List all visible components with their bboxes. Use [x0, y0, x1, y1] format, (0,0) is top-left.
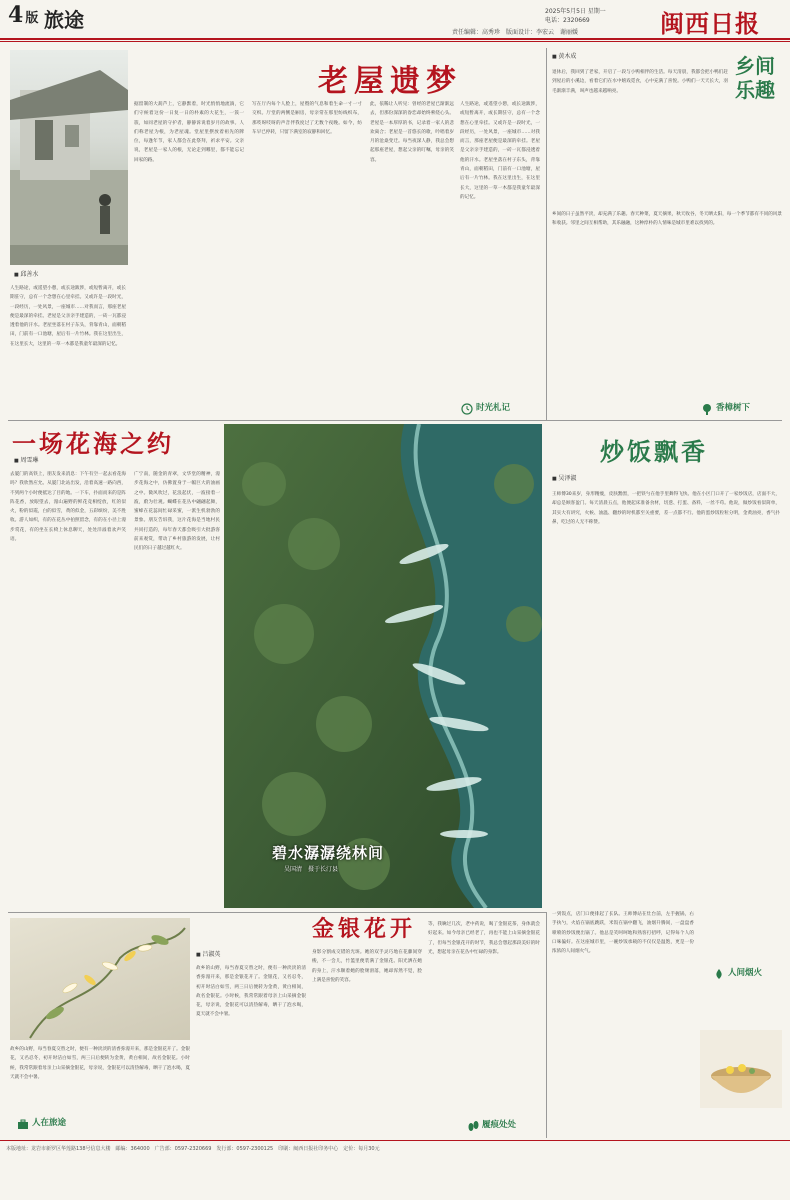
top-band-divider: [8, 420, 782, 421]
fried-rice-tag: [712, 960, 762, 979]
golden-silver-tag-label: 履痕处处: [482, 1120, 517, 1130]
right-col-divider: [546, 48, 547, 420]
editor-credits: 责任编辑：高秀珍 版面设计：李宏云 谢丽媛: [452, 29, 579, 36]
newspaper-logo: 闽西日报: [660, 9, 760, 38]
page-number-suffix: 版: [25, 11, 39, 26]
bottom-right-divider: [546, 912, 547, 1138]
flowers-photo: [10, 918, 190, 1040]
page-number: [8, 2, 38, 28]
bowl-illustration: [700, 1030, 782, 1108]
old-house-author-name: 邱善水: [20, 271, 39, 278]
old-house-author: [14, 270, 38, 280]
photo-caption-title: 碧水潺潺绕林间: [272, 844, 385, 862]
river-aerial-illustration: [224, 424, 542, 908]
old-house-tag: [460, 395, 510, 414]
flower-sea-author: [14, 456, 38, 466]
village-fun-col2: 乡间的日子虽然平淡，却充满了乐趣。春天种菜，夏天摘果，秋天收谷，冬天晒太阳，每一个季节都有不同的风景和收获。邻里之间互相帮助，其乐融融，这种淳朴的人情味是城市里难以找到的。: [552, 212, 782, 227]
issue-date: 2025年5月5日 星期一: [545, 8, 606, 15]
old-house-title: 老屋遗梦: [318, 64, 462, 99]
footprint-icon: [466, 1117, 480, 1129]
fried-rice-col2: 一到饭点，店门口便排起了长队。王师傅站在灶台前，左手握锅，右手执勺，火焰在锅底跳跃，米饭在锅中翻飞，油烟升腾间，一盘盘香喷喷的炒饭便出锅了。他总是笑呵呵地和熟客打招呼，记得每个人的口味偏好。在这座城市里，一碗炒饭承载的不仅仅是温饱，更是一份浓浓的人间烟火气。: [552, 912, 694, 955]
fried-rice-author-name: 吴泽淑: [558, 475, 577, 482]
fried-rice-col1: 王师傅30来岁，身形精瘦，皮肤黝黑，一把铁勺在他手里舞得飞快。他在小区门口开了一家炒饭店，店面不大，却总是顾客盈门。每天清晨五点，他便起床准备食材，切葱、打蛋、备料，一丝不苟。他说，做炒饭看似简单，其实大有讲究，火候、油温、翻炒的时机都至关重要，差一点都不行。他的蛋炒饭粒粒分明，金黄油亮，香气扑鼻，吃过的人无不称赞。: [552, 492, 780, 525]
page-header: [0, 0, 790, 42]
golden-silver-col2: 身影分割成交错的光斑。她的双手灵巧地在花藤间穿梭，不一会儿，竹篮里便装满了金银花。阳光洒在她的身上，汗水顺着她的脸颊滑落，她却浑然不觉，脸上满是喜悦的笑容。: [312, 950, 422, 983]
footer-rule: [0, 1140, 790, 1141]
river-forest-photo: [224, 424, 542, 908]
phone-number: 电话：2320669: [545, 17, 590, 24]
old-house-col1: 人生路途，或遥望小憩，或长途跋涉，或短暂离开，或长期驻守，总有一个念想在心里牵挂。又或许是一段时光，一段经历，一处风景，一座城市……对我而言，那座老屋便是最深的牵挂。老屋是父亲亲手建造的，一砖一瓦都浸透着他的汗水。老屋坐落在村子东头，背靠青山，面朝稻田，门前有一口池塘，屋后有一片竹林。我在这里出生，在这里长大，这里的一草一木都是我童年最深的记忆。: [10, 286, 126, 347]
suitcase-icon: [16, 1115, 30, 1127]
flower-sea-col1: 去厦门的高铁上，朋友发来消息：下午有空一起去看花海吗？我欣然应允。从厦门北站出发，沿着高速一路向西，不到两个小时便抵达了目的地。一下车，扑面而来的是阵阵花香，放眼望去，漫山遍野的鲜花竞相绽放，红的似火，粉的似霞，白的似雪，黄的似金，五彩缤纷，美不胜收。游人如织，有的在花丛中拍照留念，有的在小径上漫步赏花，有的坐在长椅上休息聊天，处处洋溢着欢声笑语。: [10, 472, 126, 543]
bottom-band-divider: [8, 912, 546, 913]
travel-tag-label: 人在旅途: [32, 1118, 67, 1128]
tree-icon: [700, 400, 714, 412]
village-fun-col1: 退休后，我回到了老家，开启了一段与小鸭相伴的生活。每天清晨，我都会把小鸭们赶到屋后的小溪边，看着它们在水中嬉戏觅食，心中充满了喜悦。小鸭们一天天长大，羽毛渐渐丰满，叫声也越来越响亮。: [552, 70, 728, 94]
flower-sea-author-name: 周雪琳: [20, 457, 39, 464]
old-house-col3: 写在厅内每个人脸上，屋暨的气息和着生命一寸一寸交织。厅堂的两侧是厢房，母亲常在那里纺线织布，那吱呀吱呀的声音伴我度过了无数个夜晚。如今，纺车早已停转，只留下满室的寂静和回忆。: [252, 102, 362, 135]
old-house-col5: 人生路途，或遥望小憩，或长途跋涉，或短暂离开，或长期驻守，总有一个念想在心里牵挂。又或许是一段时光，一段经历，一处风景，一座城市……对我而言，那座老屋便是最深的牵挂。老屋是父亲亲手建造的，一砖一瓦都浸透着他的汗水。老屋坐落在村子东头，背靠青山，面朝稻田，门前有一口池塘，屋后有一片竹林。我在这里出生，在这里长大，这里的一草一木都是我童年最深的记忆。: [460, 102, 540, 200]
village-fun-tag: [700, 395, 750, 414]
page-number-digit: 4: [8, 2, 24, 28]
village-fun-author: [552, 52, 576, 62]
village-fun-title-text: 乡间乐趣: [735, 54, 775, 102]
fried-rice-illustration: [700, 1030, 782, 1108]
golden-silver-col1: 故乡的山野，每当春夏交替之时，便有一种淡淡的清香弥漫开来，那是金银花开了。金银花，又名忍冬，初开时洁白如雪，两三日后便转为金黄，黄白相间，故名金银花。小时候，我常常跟着母亲上山采摘金银花，母亲说，金银花可以清热解毒，晒干了泡水喝，夏天就不会中暑。: [196, 966, 306, 1018]
flower-sea-col2: 广宁南，随金的青翠，文华堂的精神，漫步花海之中，仿佛置身于一幅巨大的油画之中。微风吹过，花浪起伏，一波接着一波，蔚为壮观。蝴蝶在花丛中翩翩起舞，蜜蜂在花蕊间忙碌采蜜，一派生机勃勃的景象。朋友告诉我，这片花海是当地村民共同打造的，每年春天都会吸引大批游客前来观赏，带动了乡村旅游的发展，让村民们的日子越过越红火。: [134, 472, 220, 552]
golden-silver-author-name: 吕淑英: [202, 951, 221, 958]
golden-silver-tag: [466, 1112, 516, 1131]
golden-silver-col3: 等，我噙过几次，老中药说，喝了金银花茶，身体就会好起来。如今母亲已经老了，再也不能上山采摘金银花了，但每当金银花开的时节，我总会想起那段美好的时光，想起母亲在花丛中忙碌的身影。: [428, 922, 540, 955]
old-house-tag-label: 时光札记: [476, 403, 511, 413]
old-house-col4: 此，依稀让人听见：曾经的老屋已渐渐远去，但那份深深的眷恋却始终萦绕心头。老屋是一本厚厚的书，记录着一家人的悲欢离合；老屋是一首悠长的歌，吟唱着岁月的沧桑变迁。每当夜深人静，我总会想起那座老屋，想起父亲的叮嘱，母亲的笑容。: [370, 102, 454, 163]
old-house-col2: 据留制的大葫芦上，它静默着，时光悄悄地流淌，它们守候着这份一日复一日的朴素的大花生，一簇一簇，如同老屋的守护者，静静诉说着岁月的故事。人们称老屋为根，为老屋魂。堂屋里摆放着祖先的牌位，每逢年节，家人都会在此祭拜，祈求平安。父亲说，老屋是一家人的根，无论走到哪里，都不能忘记回家的路。: [134, 102, 244, 163]
flower-sea-title: 一场花海之约: [12, 429, 174, 458]
footer-info: 本版地址：龙岩市新罗区华莲路138号信息大楼 邮编：364000 广告部：0597-2320669 发行部：0597-2300125 印刷：闽西日报社印务中心 定价：每月30元: [6, 1146, 380, 1152]
clock-icon: [460, 400, 474, 412]
fried-rice-author: [552, 474, 576, 484]
village-fun-tag-label: 香樟树下: [716, 403, 751, 413]
old-house-illustration: [10, 50, 128, 265]
flower-illustration: [10, 918, 190, 1040]
fried-rice-tag-label: 人间烟火: [728, 968, 763, 978]
flame-icon: [712, 965, 726, 977]
golden-silver-title: 金银花开: [312, 916, 417, 942]
village-fun-title: [735, 54, 775, 102]
old-house-photo: [10, 50, 128, 265]
fried-rice-title: 炒饭飘香: [600, 437, 708, 466]
village-fun-author-name: 黄木成: [558, 53, 577, 60]
photo-caption-credit: 吴国清 摄于长汀县: [284, 866, 339, 873]
header-rule-top: [0, 38, 790, 40]
section-name: 旅途: [44, 8, 84, 32]
golden-silver-tag-travel: [16, 1110, 66, 1129]
golden-silver-col0: 故乡的山野，每当春夏交替之时，便有一种淡淡的清香弥漫开来，那是金银花开了。金银花，又名忍冬，初开时洁白如雪，两三日后便转为金黄，黄白相间，故名金银花。小时候，我常常跟着母亲上山采摘金银花，母亲说，金银花可以清热解毒，晒干了泡水喝，夏天就不会中暑。: [10, 1047, 190, 1080]
golden-silver-author: [196, 950, 220, 960]
header-rule-bottom: [0, 41, 790, 42]
